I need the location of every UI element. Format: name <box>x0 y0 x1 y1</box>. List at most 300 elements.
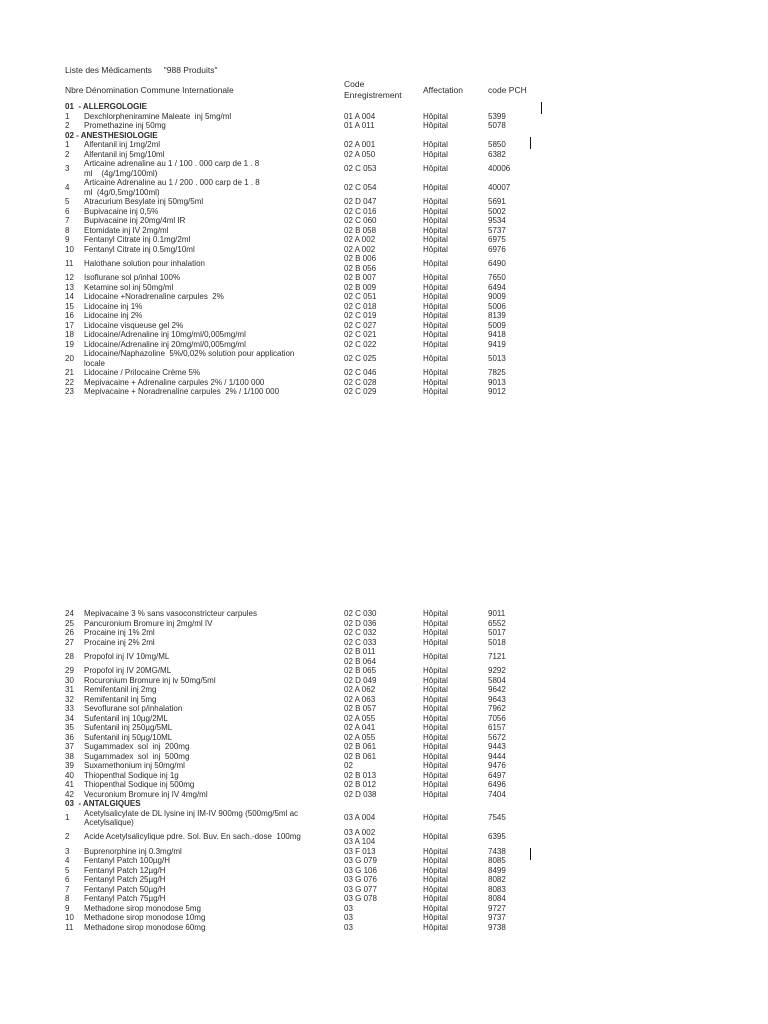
table-row <box>65 676 585 686</box>
pch-code: 7404 <box>488 789 506 799</box>
table-row <box>65 378 585 388</box>
pch-code: 5009 <box>488 320 506 330</box>
medication-name: Lidocaine inj 1% <box>84 301 143 311</box>
row-number: 40 <box>65 770 74 780</box>
medication-name: Thiopenthal Sodique inj 1g <box>84 770 179 780</box>
registration-code: 03 F 013 <box>344 846 376 856</box>
affectation: Hôpital <box>423 732 448 742</box>
table-row <box>65 647 585 666</box>
registration-code: 03 G 076 <box>344 875 377 884</box>
table-row <box>65 894 585 904</box>
registration-code: 02 C 019 <box>344 311 377 320</box>
table-row <box>65 121 585 131</box>
table-row <box>65 235 585 245</box>
registration-code: 02 D 049 <box>344 675 377 685</box>
affectation: Hôpital <box>423 770 448 780</box>
pch-code: 9012 <box>488 387 506 396</box>
medication-name: Dexchlorpheniramine Maleate inj 5mg/ml <box>84 111 232 121</box>
pch-code: 9013 <box>488 377 506 387</box>
medication-name: Pancuronium Bromure inj 2mg/ml IV <box>84 618 213 628</box>
medication-name: Remifentanil inj 5mg <box>84 694 157 704</box>
affectation: Hôpital <box>423 922 448 932</box>
table-row <box>65 847 585 857</box>
affectation: Hôpital <box>423 704 448 713</box>
affectation: Hôpital <box>423 216 448 225</box>
pch-code: 7056 <box>488 713 506 723</box>
registration-code: 02 C 046 <box>344 368 377 377</box>
row-number: 42 <box>65 789 74 799</box>
header-nbre: Nbre Dénomination Commune Internationale <box>65 85 234 95</box>
registration-code: 02 D 038 <box>344 789 377 799</box>
table-row <box>65 226 585 236</box>
table-row <box>65 695 585 705</box>
row-number: 29 <box>65 666 74 675</box>
table-row <box>65 628 585 638</box>
affectation: Hôpital <box>423 377 448 387</box>
affectation: Hôpital <box>423 311 448 320</box>
table-row <box>65 752 585 762</box>
pch-code: 8499 <box>488 865 506 875</box>
medication-name: Bupivacaine inj 0,5% <box>84 206 159 216</box>
row-number: 13 <box>65 282 74 292</box>
row-number: 39 <box>65 761 74 770</box>
pch-code: 5672 <box>488 732 506 742</box>
registration-code: 01 A 004 <box>344 111 376 121</box>
registration-code: 02 A 002 <box>344 244 376 254</box>
pch-code: 8085 <box>488 856 506 865</box>
registration-code: 02 A 055 <box>344 713 376 723</box>
table-row <box>65 790 585 800</box>
table-row <box>65 828 585 847</box>
medication-name: Thiopenthal Sodique inj 500mg <box>84 780 195 789</box>
registration-code: 02 A 002 <box>344 235 376 244</box>
affectation: Hôpital <box>423 651 448 661</box>
registration-code: 02 C 030 <box>344 609 377 618</box>
medication-name: Fentanyl Patch 12µg/H <box>84 865 166 875</box>
registration-code: 02 C 022 <box>344 339 377 349</box>
medication-name: Sevoflurane sol p/inhalation <box>84 704 183 713</box>
row-number: 26 <box>65 628 74 637</box>
row-number: 21 <box>65 368 74 377</box>
row-number: 41 <box>65 780 74 789</box>
affectation: Hôpital <box>423 197 448 206</box>
table-row <box>65 302 585 312</box>
affectation: Hôpital <box>423 846 448 856</box>
pch-code: 7121 <box>488 651 506 661</box>
row-number: 27 <box>65 637 74 647</box>
pch-code: 9642 <box>488 685 506 694</box>
medication-name: Mepivacaine + Noradrenaline carpules 2% / 1/100 000 <box>84 387 280 396</box>
row-number: 15 <box>65 301 74 311</box>
registration-code: 02 A 063 <box>344 694 376 704</box>
pch-code: 9737 <box>488 913 506 922</box>
row-number: 17 <box>65 320 74 330</box>
affectation: Hôpital <box>423 320 448 330</box>
affectation: Hôpital <box>423 339 448 349</box>
registration-code: 02 C 016 <box>344 206 377 216</box>
row-number: 10 <box>65 244 74 254</box>
affectation: Hôpital <box>423 353 448 363</box>
affectation: Hôpital <box>423 182 448 192</box>
pch-code: 6157 <box>488 723 506 732</box>
registration-code: 02 A 055 <box>344 732 376 742</box>
table-row <box>65 885 585 895</box>
registration-code: 02 C 021 <box>344 330 377 339</box>
pch-code: 9476 <box>488 761 506 770</box>
table-row <box>65 875 585 885</box>
pch-code: 7545 <box>488 813 506 823</box>
row-number: 35 <box>65 723 74 732</box>
registration-code: 03 G 077 <box>344 884 377 894</box>
affectation: Hôpital <box>423 235 448 244</box>
registration-code: 02 C 060 <box>344 216 377 225</box>
table-row <box>65 913 585 923</box>
affectation: Hôpital <box>423 894 448 903</box>
table-row <box>65 780 585 790</box>
row-number: 11 <box>65 258 74 268</box>
registration-code: 02 B 058 <box>344 225 377 235</box>
table-row <box>65 283 585 293</box>
table-row <box>65 742 585 752</box>
pch-code: 5850 <box>488 140 506 149</box>
row-number: 9 <box>65 903 70 913</box>
affectation: Hôpital <box>423 292 448 301</box>
medication-name: Sufentanil inj 250µg/5ML <box>84 723 173 732</box>
affectation: Hôpital <box>423 723 448 732</box>
table-row <box>65 866 585 876</box>
row-number: 37 <box>65 742 74 751</box>
row-number: 8 <box>65 225 70 235</box>
medication-name: Isoflurane sol p/inhal 100% <box>84 273 181 282</box>
affectation: Hôpital <box>423 780 448 789</box>
pch-code: 6497 <box>488 770 506 780</box>
row-number: 2 <box>65 832 70 842</box>
pch-code: 40006 <box>488 163 511 173</box>
medication-name: Sugammadex sol inj 200mg <box>84 742 190 751</box>
row-number: 38 <box>65 751 74 761</box>
affectation: Hôpital <box>423 856 448 865</box>
pch-code: 7650 <box>488 273 506 282</box>
pch-code: 9738 <box>488 922 506 932</box>
medication-name: Fentanyl Patch 25µg/H <box>84 875 166 884</box>
pch-code: 7962 <box>488 704 506 713</box>
registration-code: 03 G 106 <box>344 865 377 875</box>
row-number: 18 <box>65 330 74 339</box>
table-row <box>65 609 585 619</box>
pch-code: 9727 <box>488 903 506 913</box>
registration-code: 02 A 062 <box>344 685 376 694</box>
affectation: Hôpital <box>423 685 448 694</box>
row-number: 5 <box>65 197 70 206</box>
medication-name: Alfentanil inj 5mg/10ml <box>84 149 165 159</box>
registration-code: 02 C 051 <box>344 292 377 301</box>
pch-code: 7438 <box>488 846 506 856</box>
pch-code: 9534 <box>488 216 506 225</box>
affectation: Hôpital <box>423 244 448 254</box>
medication-name: Fentanyl Citrate inj 0.5mg/10ml <box>84 244 195 254</box>
row-number: 12 <box>65 273 74 282</box>
medication-name: Alfentanil inj 1mg/2ml <box>84 140 161 149</box>
medication-name: Lidocaine / Prilocaine Crème 5% <box>84 368 201 377</box>
medication-name: Suxamethonium inj 50mg/ml <box>84 761 185 770</box>
affectation: Hôpital <box>423 282 448 292</box>
header-pch: code PCH <box>488 85 527 95</box>
medication-name: Lidocaine/Naphazoline 5%/0,02% solution pour application locale <box>84 349 295 368</box>
medication-name: Bupivacaine inj 20mg/4ml IR <box>84 216 186 225</box>
affectation: Hôpital <box>423 368 448 377</box>
registration-code: 02 C 025 <box>344 353 377 363</box>
pch-code: 6975 <box>488 235 506 244</box>
affectation: Hôpital <box>423 694 448 704</box>
medication-name: Propofol inj IV 20MG/ML <box>84 666 172 675</box>
affectation: Hôpital <box>423 884 448 894</box>
pch-code: 8084 <box>488 894 506 903</box>
row-number: 1 <box>65 813 70 823</box>
document-title: Liste des Médicaments "988 Produits" <box>65 65 218 75</box>
pch-code: 5804 <box>488 675 506 685</box>
table-row <box>65 216 585 226</box>
row-number: 31 <box>65 685 74 694</box>
table-row <box>65 761 585 771</box>
table-row <box>65 638 585 648</box>
table-row <box>65 349 585 368</box>
registration-code: 03 <box>344 903 353 913</box>
row-number: 4 <box>65 856 70 865</box>
affectation: Hôpital <box>423 761 448 770</box>
registration-code: 02 C 029 <box>344 387 377 396</box>
registration-code: 02 B 065 <box>344 666 377 675</box>
row-number: 6 <box>65 206 70 216</box>
medication-name: Propofol inj IV 10mg/ML <box>84 651 170 661</box>
pch-code: 6976 <box>488 244 506 254</box>
table-row <box>65 321 585 331</box>
table-row <box>65 207 585 217</box>
table-row <box>65 254 585 273</box>
medication-name: Vecuronium Bromure inj IV 4mg/ml <box>84 789 208 799</box>
row-number: 30 <box>65 675 74 685</box>
row-number: 14 <box>65 292 74 301</box>
registration-code: 01 A 011 <box>344 121 375 130</box>
medication-name: Methadone sirop monodose 5mg <box>84 903 201 913</box>
affectation: Hôpital <box>423 149 448 159</box>
registration-code: 02 B 057 <box>344 704 377 713</box>
affectation: Hôpital <box>423 628 448 637</box>
registration-code: 02 C 018 <box>344 301 377 311</box>
table-row <box>65 197 585 207</box>
text-cursor-3 <box>530 848 531 860</box>
table-row <box>65 619 585 629</box>
medication-name: Procaine inj 2% 2ml <box>84 637 155 647</box>
text-cursor-1 <box>541 102 542 114</box>
table-row <box>65 340 585 350</box>
affectation: Hôpital <box>423 273 448 282</box>
table-row <box>65 714 585 724</box>
registration-code: 02 B 006 02 B 056 <box>344 254 377 273</box>
row-number: 33 <box>65 704 74 713</box>
affectation: Hôpital <box>423 865 448 875</box>
row-number: 7 <box>65 216 70 225</box>
registration-code: 02 B 061 <box>344 742 377 751</box>
affectation: Hôpital <box>423 258 448 268</box>
affectation: Hôpital <box>423 675 448 685</box>
medication-name: Lidocaine visqueuse gel 2% <box>84 320 184 330</box>
registration-code: 02 B 007 <box>344 273 377 282</box>
table-row <box>65 685 585 695</box>
medication-name: Promethazine inj 50mg <box>84 121 166 130</box>
row-number: 4 <box>65 182 70 192</box>
pch-code: 7825 <box>488 368 506 377</box>
affectation: Hôpital <box>423 913 448 922</box>
medication-name: Sugammadex sol inj 500mg <box>84 751 190 761</box>
row-number: 11 <box>65 922 74 932</box>
medication-name: Sufentanil inj 10µg/2ML <box>84 713 168 723</box>
row-number: 9 <box>65 235 70 244</box>
row-number: 16 <box>65 311 74 320</box>
registration-code: 03 <box>344 922 353 932</box>
table-row <box>65 112 585 122</box>
row-number: 28 <box>65 651 74 661</box>
row-number: 3 <box>65 846 70 856</box>
row-number: 25 <box>65 618 74 628</box>
pch-code: 40007 <box>488 182 511 192</box>
affectation: Hôpital <box>423 111 448 121</box>
registration-code: 02 C 033 <box>344 637 377 647</box>
registration-code: 02 A 001 <box>344 140 376 149</box>
section-heading: 02 - ANESTHESIOLOGIE <box>65 130 158 140</box>
pch-code: 9292 <box>488 666 506 675</box>
row-number: 2 <box>65 121 70 130</box>
section-heading: 01 - ALLERGOLOGIE <box>65 102 147 111</box>
header-code: Code Enregistrement <box>344 79 402 100</box>
affectation: Hôpital <box>423 637 448 647</box>
affectation: Hôpital <box>423 140 448 149</box>
medication-name: Lidocaine/Adrenaline inj 10mg/ml/0,005mg/ml <box>84 330 246 339</box>
medication-name: Buprenorphine inj 0.3mg/ml <box>84 846 182 856</box>
registration-code: 02 <box>344 761 353 770</box>
table-row <box>65 856 585 866</box>
affectation: Hôpital <box>423 713 448 723</box>
pch-code: 6395 <box>488 832 506 842</box>
text-cursor-2 <box>530 137 531 149</box>
pch-code: 6490 <box>488 258 506 268</box>
row-number: 23 <box>65 387 74 396</box>
pch-code: 5013 <box>488 353 506 363</box>
table-row <box>65 140 585 150</box>
medication-name: Fentanyl Patch 100µg/H <box>84 856 170 865</box>
row-number: 8 <box>65 894 70 903</box>
affectation: Hôpital <box>423 225 448 235</box>
medication-name: Atracurium Besylate inj 50mg/5ml <box>84 197 204 206</box>
table-row <box>65 923 585 933</box>
row-number: 6 <box>65 875 70 884</box>
row-number: 1 <box>65 111 70 121</box>
affectation: Hôpital <box>423 609 448 618</box>
affectation: Hôpital <box>423 875 448 884</box>
registration-code: 02 A 050 <box>344 149 376 159</box>
pch-code: 5691 <box>488 197 506 206</box>
registration-code: 02 D 047 <box>344 197 377 206</box>
pch-code: 5006 <box>488 301 506 311</box>
table-row <box>65 904 585 914</box>
registration-code: 02 C 053 <box>344 163 377 173</box>
pch-code: 8139 <box>488 311 506 320</box>
row-number: 10 <box>65 913 74 922</box>
medication-name: Lidocaine +Noradrenaline carpules 2% <box>84 292 224 301</box>
row-number: 1 <box>65 140 70 149</box>
affectation: Hôpital <box>423 751 448 761</box>
medication-name: Fentanyl Patch 75µg/H <box>84 894 166 903</box>
row-number: 5 <box>65 865 70 875</box>
affectation: Hôpital <box>423 742 448 751</box>
table-row <box>65 368 585 378</box>
registration-code: 02 C 054 <box>344 182 377 192</box>
medication-name: Mepivacaine 3 % sans vasoconstricteur carpules <box>84 609 257 618</box>
row-number: 34 <box>65 713 74 723</box>
table-row <box>65 330 585 340</box>
affectation: Hôpital <box>423 387 448 396</box>
registration-code: 03 <box>344 913 353 922</box>
medication-name: Procaine inj 1% 2ml <box>84 628 155 637</box>
header-affectation: Affectation <box>423 85 464 95</box>
table-row <box>65 723 585 733</box>
affectation: Hôpital <box>423 666 448 675</box>
pch-code: 9009 <box>488 292 506 301</box>
medication-name: Halothane solution pour inhalation <box>84 258 205 268</box>
row-number: 20 <box>65 353 74 363</box>
table-row <box>65 733 585 743</box>
pch-code: 5018 <box>488 637 506 647</box>
affectation: Hôpital <box>423 330 448 339</box>
registration-code: 02 B 061 <box>344 751 377 761</box>
table-row <box>65 273 585 283</box>
table-row <box>65 771 585 781</box>
row-number: 36 <box>65 732 74 742</box>
table-row <box>65 178 585 197</box>
row-number: 2 <box>65 149 70 159</box>
registration-code: 02 B 009 <box>344 282 377 292</box>
pch-code: 9419 <box>488 339 506 349</box>
pch-code: 9643 <box>488 694 506 704</box>
pch-code: 8083 <box>488 884 506 894</box>
affectation: Hôpital <box>423 121 448 130</box>
pch-code: 5078 <box>488 121 506 130</box>
registration-code: 02 A 041 <box>344 723 376 732</box>
registration-code: 02 B 012 <box>344 780 377 789</box>
medication-name: Etomidate inj IV 2mg/ml <box>84 225 169 235</box>
registration-code: 03 G 078 <box>344 894 377 903</box>
row-number: 7 <box>65 884 70 894</box>
registration-code: 02 B 011 02 B 064 <box>344 647 377 666</box>
row-number: 19 <box>65 339 74 349</box>
pch-code: 6494 <box>488 282 506 292</box>
registration-code: 02 C 032 <box>344 628 377 637</box>
pch-code: 6552 <box>488 618 506 628</box>
pch-code: 5399 <box>488 111 506 121</box>
affectation: Hôpital <box>423 163 448 173</box>
pch-code: 9011 <box>488 609 506 618</box>
registration-code: 02 B 013 <box>344 770 377 780</box>
registration-code: 03 A 004 <box>344 813 376 823</box>
pch-code: 5002 <box>488 206 506 216</box>
registration-code: 03 G 079 <box>344 856 377 865</box>
table-row <box>65 704 585 714</box>
section-heading: 03 - ANTALGIQUES <box>65 799 141 808</box>
row-number: 22 <box>65 377 74 387</box>
table-row <box>65 292 585 302</box>
affectation: Hôpital <box>423 789 448 799</box>
row-number: 24 <box>65 609 74 618</box>
registration-code: 03 A 002 03 A 104 <box>344 827 376 846</box>
